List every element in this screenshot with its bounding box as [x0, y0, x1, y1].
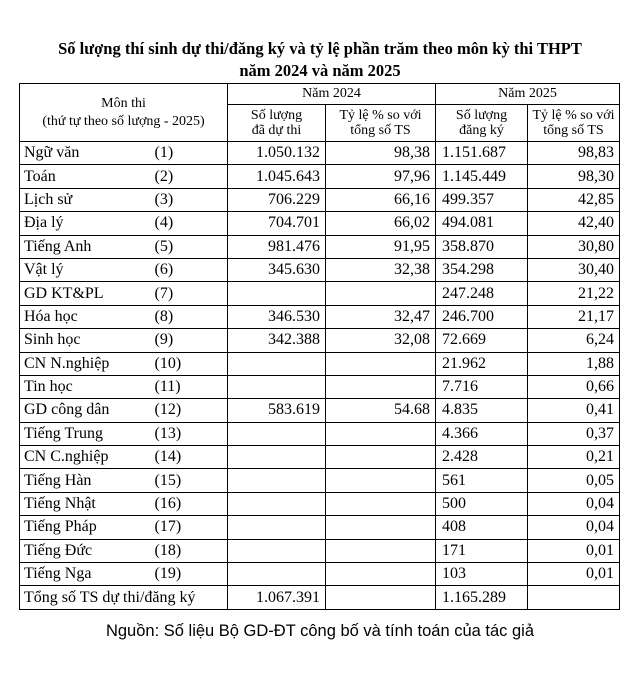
- pct-2024: 32,38: [326, 258, 436, 281]
- pct-2025: 42,40: [528, 212, 620, 235]
- count-2025: 1.145.449: [436, 165, 528, 188]
- count-2025-header-line-2: đăng ký: [459, 123, 504, 138]
- total-row: [20, 586, 620, 609]
- pct-2024: [326, 352, 436, 375]
- count-2025-header: [436, 105, 528, 142]
- subject-order: (4): [153, 212, 228, 235]
- count-2024: [228, 352, 326, 375]
- table-body: [20, 142, 620, 586]
- exam-subjects-table: [19, 83, 620, 610]
- count-2025: 494.081: [436, 212, 528, 235]
- subject-order: (11): [153, 375, 228, 398]
- count-2024: [228, 516, 326, 539]
- pct-2025-header-line-1: Tỷ lệ % so với: [532, 108, 615, 123]
- pct-2024: 98,38: [326, 142, 436, 165]
- count-2024: 1.045.643: [228, 165, 326, 188]
- subject-order: (14): [153, 446, 228, 469]
- pct-2024: [326, 539, 436, 562]
- table-row: [20, 235, 620, 258]
- table-title: [0, 38, 640, 82]
- subject-name: Tiếng Đức: [20, 539, 153, 562]
- pct-2025: 0,37: [528, 422, 620, 445]
- table-row: [20, 258, 620, 281]
- count-2025: 21.962: [436, 352, 528, 375]
- pct-2025: 0,05: [528, 469, 620, 492]
- count-2025: 7.716: [436, 375, 528, 398]
- pct-2024: 66,02: [326, 212, 436, 235]
- table-row: [20, 446, 620, 469]
- subject-name: GD công dân: [20, 399, 153, 422]
- subject-order: (7): [153, 282, 228, 305]
- subject-order: (19): [153, 563, 228, 586]
- count-2025: 499.357: [436, 188, 528, 211]
- pct-2025: 98,30: [528, 165, 620, 188]
- count-2024: [228, 282, 326, 305]
- count-2025: 358.870: [436, 235, 528, 258]
- subject-column-header: [20, 84, 228, 142]
- count-2024: [228, 492, 326, 515]
- subject-header-line-2: (thứ tự theo số lượng - 2025): [42, 113, 205, 129]
- source-note: Nguồn: Số liệu Bộ GD-ĐT công bố và tính toán của tác giả: [105, 622, 535, 640]
- count-2025: 4.366: [436, 422, 528, 445]
- pct-2024: [326, 282, 436, 305]
- subject-order: (1): [153, 142, 228, 165]
- pct-2024: 66,16: [326, 188, 436, 211]
- subject-name: GD KT&PL: [20, 282, 153, 305]
- subject-order: (9): [153, 329, 228, 352]
- count-2025: 171: [436, 539, 528, 562]
- total-count-2024: 1.067.391: [228, 586, 326, 609]
- count-2025-header-line-1: Số lượng: [455, 108, 508, 123]
- count-2024: [228, 422, 326, 445]
- subject-order: (2): [153, 165, 228, 188]
- subject-order: (15): [153, 469, 228, 492]
- pct-2024: 97,96: [326, 165, 436, 188]
- title-line-2: năm 2024 và năm 2025: [239, 61, 401, 80]
- pct-2025: 30,80: [528, 235, 620, 258]
- subject-name: Ngữ văn: [20, 142, 153, 165]
- count-2024: 1.050.132: [228, 142, 326, 165]
- table-row: [20, 188, 620, 211]
- subject-name: Hóa học: [20, 305, 153, 328]
- count-2024: [228, 563, 326, 586]
- subject-order: (5): [153, 235, 228, 258]
- subject-order: (16): [153, 492, 228, 515]
- count-2024: [228, 446, 326, 469]
- pct-2024: [326, 422, 436, 445]
- count-2025: 561: [436, 469, 528, 492]
- count-2025: 247.248: [436, 282, 528, 305]
- subject-order: (12): [153, 399, 228, 422]
- pct-2025: 21,17: [528, 305, 620, 328]
- table-row: [20, 329, 620, 352]
- subject-order: (18): [153, 539, 228, 562]
- table-row: [20, 492, 620, 515]
- total-count-2025: 1.165.289: [436, 586, 528, 609]
- table-row: [20, 422, 620, 445]
- subject-name: Tiếng Anh: [20, 235, 153, 258]
- pct-2024: 54.68: [326, 399, 436, 422]
- subject-order: (17): [153, 516, 228, 539]
- pct-2024: 32,08: [326, 329, 436, 352]
- pct-2025-header: [528, 105, 620, 142]
- title-line-1: Số lượng thí sinh dự thi/đăng ký và tỷ lệ phần trăm theo môn kỳ thi THPT: [58, 39, 582, 58]
- pct-2025: 98,83: [528, 142, 620, 165]
- table-row: [20, 399, 620, 422]
- count-2024-header-line-1: Số lượng: [250, 108, 303, 123]
- subject-name: Tiếng Nga: [20, 563, 153, 586]
- table-row: [20, 352, 620, 375]
- count-2025: 2.428: [436, 446, 528, 469]
- table-row: [20, 305, 620, 328]
- table-row: [20, 469, 620, 492]
- count-2025: 408: [436, 516, 528, 539]
- pct-2024-header-line-2: tổng số TS: [350, 123, 411, 138]
- pct-2025: 0,41: [528, 399, 620, 422]
- count-2024: 583.619: [228, 399, 326, 422]
- total-pct-2024: [326, 586, 436, 609]
- count-2025: 500: [436, 492, 528, 515]
- subject-name: Vật lý: [20, 258, 153, 281]
- total-pct-2025: [528, 586, 620, 609]
- subject-header-line-1: Môn thi: [101, 95, 146, 111]
- subject-name: Tiếng Trung: [20, 422, 153, 445]
- table-row: [20, 165, 620, 188]
- subject-name: Tiếng Hàn: [20, 469, 153, 492]
- header-row-years: [20, 84, 620, 105]
- subject-order: (8): [153, 305, 228, 328]
- year-2025-header: Năm 2025: [436, 84, 620, 105]
- pct-2024: 91,95: [326, 235, 436, 258]
- pct-2025-header-line-2: tổng số TS: [543, 123, 604, 138]
- table-row: [20, 375, 620, 398]
- count-2025: 1.151.687: [436, 142, 528, 165]
- table-row: [20, 539, 620, 562]
- subject-name: Sinh học: [20, 329, 153, 352]
- pct-2025: 0,04: [528, 492, 620, 515]
- count-2024: [228, 539, 326, 562]
- pct-2025: 0,66: [528, 375, 620, 398]
- total-label: Tổng số TS dự thi/đăng ký: [20, 586, 228, 609]
- pct-2025: 42,85: [528, 188, 620, 211]
- subject-name: Lịch sử: [20, 188, 153, 211]
- count-2025: 354.298: [436, 258, 528, 281]
- table-row: [20, 563, 620, 586]
- pct-2025: 1,88: [528, 352, 620, 375]
- count-2024: 706.229: [228, 188, 326, 211]
- table-row: [20, 282, 620, 305]
- subject-name: Tiếng Nhật: [20, 492, 153, 515]
- pct-2025: 0,01: [528, 539, 620, 562]
- subject-name: CN C.nghiệp: [20, 446, 153, 469]
- count-2024: 981.476: [228, 235, 326, 258]
- pct-2024: [326, 492, 436, 515]
- count-2024-header-line-2: đã dự thi: [251, 123, 302, 138]
- pct-2024: [326, 375, 436, 398]
- pct-2025: 30,40: [528, 258, 620, 281]
- count-2025: 4.835: [436, 399, 528, 422]
- subject-name: CN N.nghiệp: [20, 352, 153, 375]
- table-row: [20, 142, 620, 165]
- year-2024-header: Năm 2024: [228, 84, 436, 105]
- subject-order: (6): [153, 258, 228, 281]
- pct-2024: 32,47: [326, 305, 436, 328]
- pct-2024: [326, 469, 436, 492]
- pct-2025: 0,04: [528, 516, 620, 539]
- count-2024: 704.701: [228, 212, 326, 235]
- subject-order: (10): [153, 352, 228, 375]
- subject-name: Toán: [20, 165, 153, 188]
- subject-order: (13): [153, 422, 228, 445]
- pct-2024: [326, 446, 436, 469]
- count-2024: [228, 375, 326, 398]
- count-2025: 103: [436, 563, 528, 586]
- count-2024: 346.530: [228, 305, 326, 328]
- count-2024: [228, 469, 326, 492]
- count-2025: 246.700: [436, 305, 528, 328]
- subject-name: Tiếng Pháp: [20, 516, 153, 539]
- pct-2024-header-line-1: Tỷ lệ % so với: [339, 108, 422, 123]
- pct-2025: 21,22: [528, 282, 620, 305]
- pct-2024-header: [326, 105, 436, 142]
- table-row: [20, 212, 620, 235]
- count-2024: 345.630: [228, 258, 326, 281]
- subject-order: (3): [153, 188, 228, 211]
- pct-2025: 0,01: [528, 563, 620, 586]
- pct-2024: [326, 516, 436, 539]
- count-2024-header: [228, 105, 326, 142]
- count-2024: 342.388: [228, 329, 326, 352]
- table-row: [20, 516, 620, 539]
- pct-2024: [326, 563, 436, 586]
- subject-name: Tin học: [20, 375, 153, 398]
- pct-2025: 0,21: [528, 446, 620, 469]
- count-2025: 72.669: [436, 329, 528, 352]
- pct-2025: 6,24: [528, 329, 620, 352]
- subject-name: Địa lý: [20, 212, 153, 235]
